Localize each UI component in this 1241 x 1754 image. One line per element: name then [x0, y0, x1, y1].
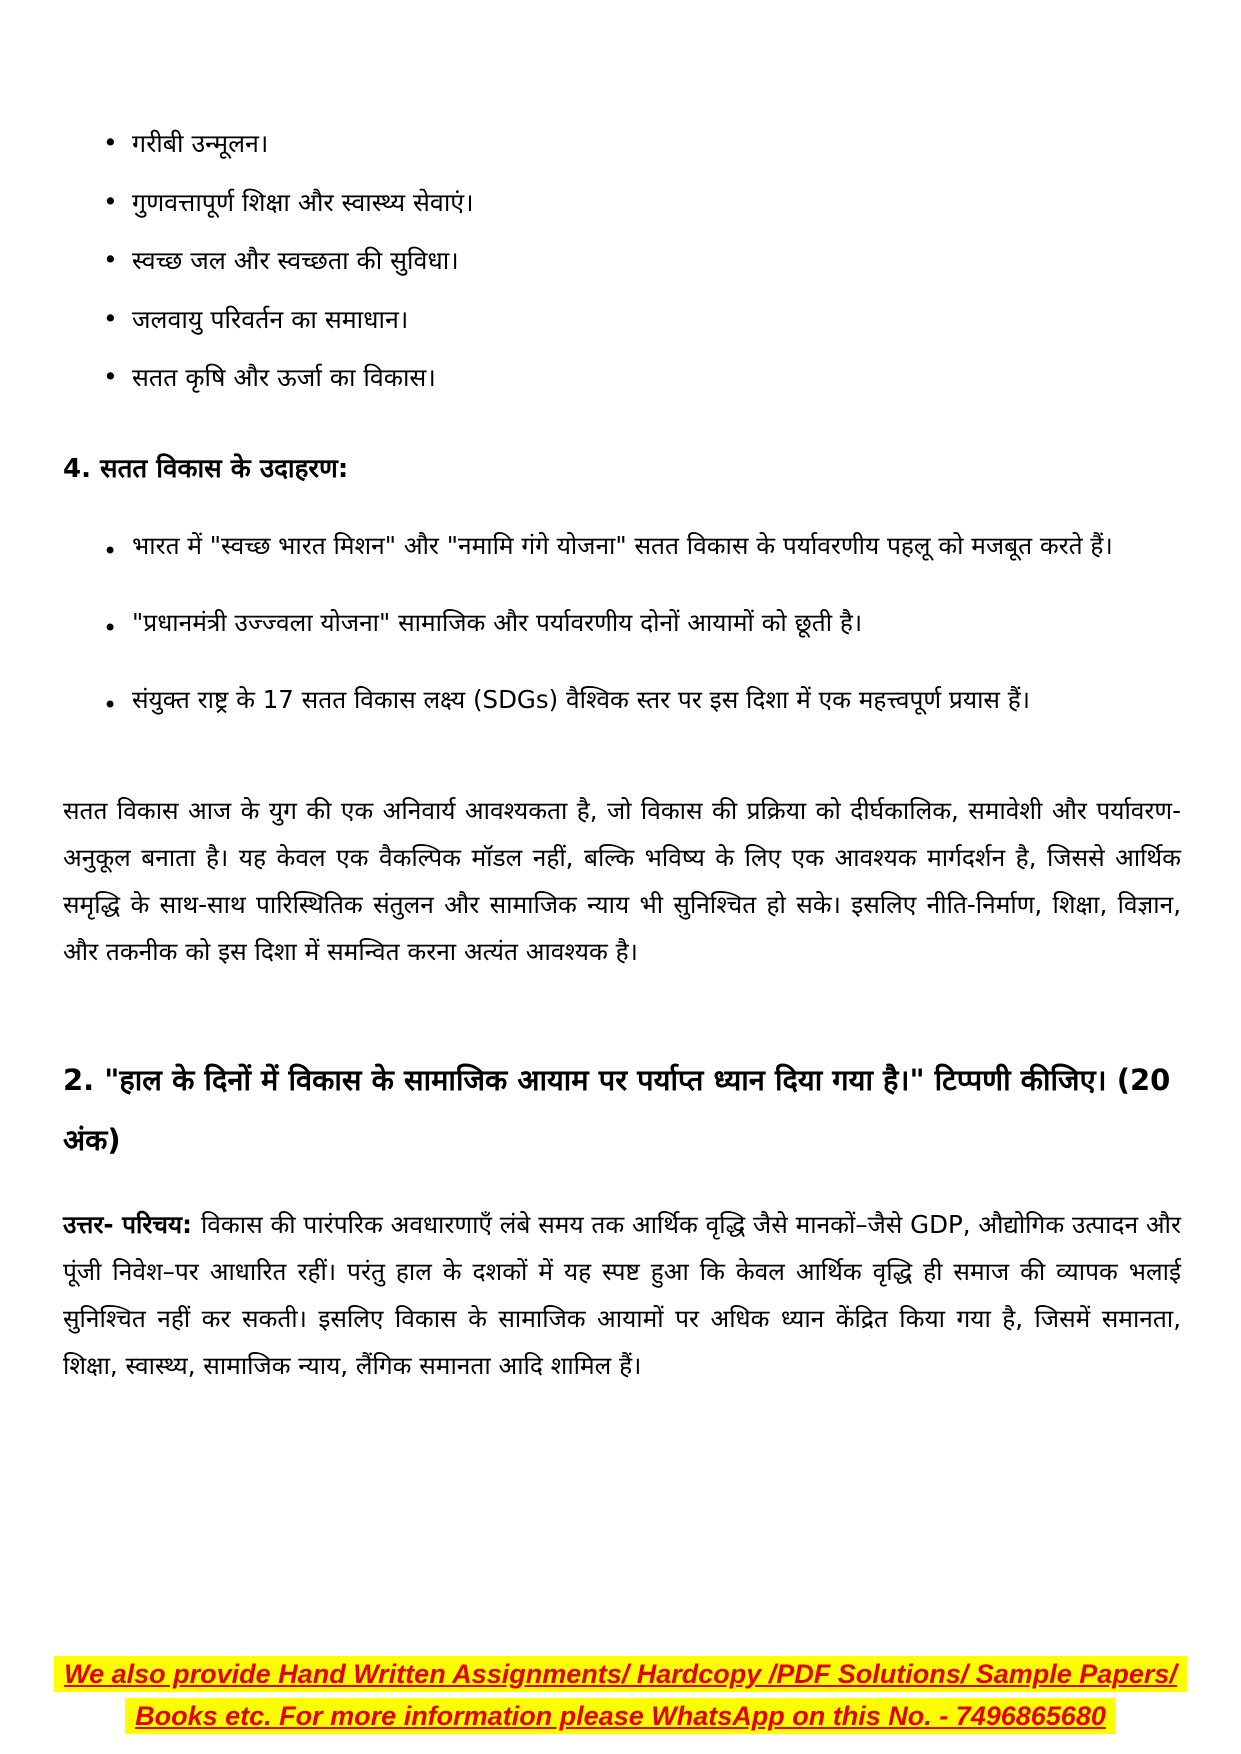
list-item-text: भारत में "स्वच्छ भारत मिशन" और "नमामि गंगे योजना" सतत विकास के पर्यावरणीय पहलू को मजबूत करते हैं। — [132, 531, 1113, 561]
list-item-text: गुणवत्तापूर्ण शिक्षा और स्वास्थ्य सेवाएं। — [132, 187, 474, 217]
list-item-text: "प्रधानमंत्री उज्ज्वला योजना" सामाजिक और पर्यावरणीय दोनों आयामों को छूती है। — [132, 608, 863, 638]
list-item — [101, 676, 1181, 723]
list-item — [101, 599, 1181, 646]
answer-lead-label: उत्तर- परिचय: — [63, 1210, 192, 1240]
list-item — [101, 304, 1181, 337]
list-item-text: जलवायु परिवर्तन का समाधान। — [132, 304, 409, 334]
section4-heading: 4. सतत विकास के उदाहरण: — [63, 453, 349, 484]
promo-footer — [0, 1654, 1241, 1738]
footer-highlight-line: Books etc. For more information please WhatsApp on this No. - 7496865680 — [125, 1698, 1116, 1734]
list-item — [101, 128, 1181, 161]
list-item-text: सतत कृषि और ऊर्जा का विकास। — [132, 363, 436, 392]
promo-footer-line — [0, 1696, 1241, 1738]
bullet-list-top — [101, 128, 1181, 395]
answer-body-text: विकास की पारंपरिक अवधारणाएँ लंबे समय तक आर्थिक वृद्धि जैसे मानकों–जैसे GDP, औद्योगिक उत्पादन और पूंजी निवेश–पर आधारित रहीं। परंतु हाल के दशकों में यह स्पष्ट हुआ कि केवल आर्थिक वृद्धि ही समाज की व्यापक भलाई सुनिश्चित नहीं कर सकती। इसलिए विकास के सामाजिक आयामों पर अधिक ध्यान केंद्रित किया गया है, जिसमें समानता, शिक्षा, स्वास्थ्य, सामाजिक न्याय, लैंगिक समानता आदि शामिल हैं। — [63, 1210, 1182, 1381]
question2-heading: 2. "हाल के दिनों में विकास के सामाजिक आयाम पर पर्याप्त ध्यान दिया गया है।" टिप्पणी कीजिए। (20 अंक) — [63, 1062, 1171, 1158]
promo-footer-line — [0, 1654, 1241, 1696]
list-item-text: संयुक्त राष्ट्र के 17 सतत विकास लक्ष्य (SDGs) वैश्विक स्तर पर इस दिशा में एक महत्त्वपूर्ण प्रयास हैं। — [132, 685, 1031, 715]
closing-paragraph: सतत विकास आज के युग की एक अनिवार्य आवश्यकता है, जो विकास की प्रक्रिया को दीर्घकालिक, समावेशी और पर्यावरण-अनुकूल बनाता है। यह केवल एक वैकल्पिक मॉडल नहीं, बल्कि भविष्य के लिए एक आवश्यक मार्गदर्शन है, जिससे आर्थिक समृद्धि के साथ-साथ पारिस्थितिक संतुलन और सामाजिक न्याय भी सुनिश्चित हो सके। इसलिए नीति-निर्माण, शिक्षा, विज्ञान, और तकनीक को इस दिशा में समन्वित करना अत्यंत आवश्यक है। — [63, 796, 1181, 967]
list-item — [101, 187, 1181, 220]
bullet-list-section4 — [101, 522, 1181, 723]
list-item-text: स्वच्छ जल और स्वच्छता की सुविधा। — [132, 246, 459, 275]
question2-answer — [63, 1201, 1181, 1389]
list-item — [101, 362, 1181, 395]
list-item — [101, 522, 1181, 569]
footer-highlight-line: We also provide Hand Written Assignments/ Hardcopy /PDF Solutions/ Sample Papers/ — [54, 1656, 1187, 1692]
list-item — [101, 245, 1181, 278]
list-item-text: गरीबी उन्मूलन। — [132, 129, 269, 158]
